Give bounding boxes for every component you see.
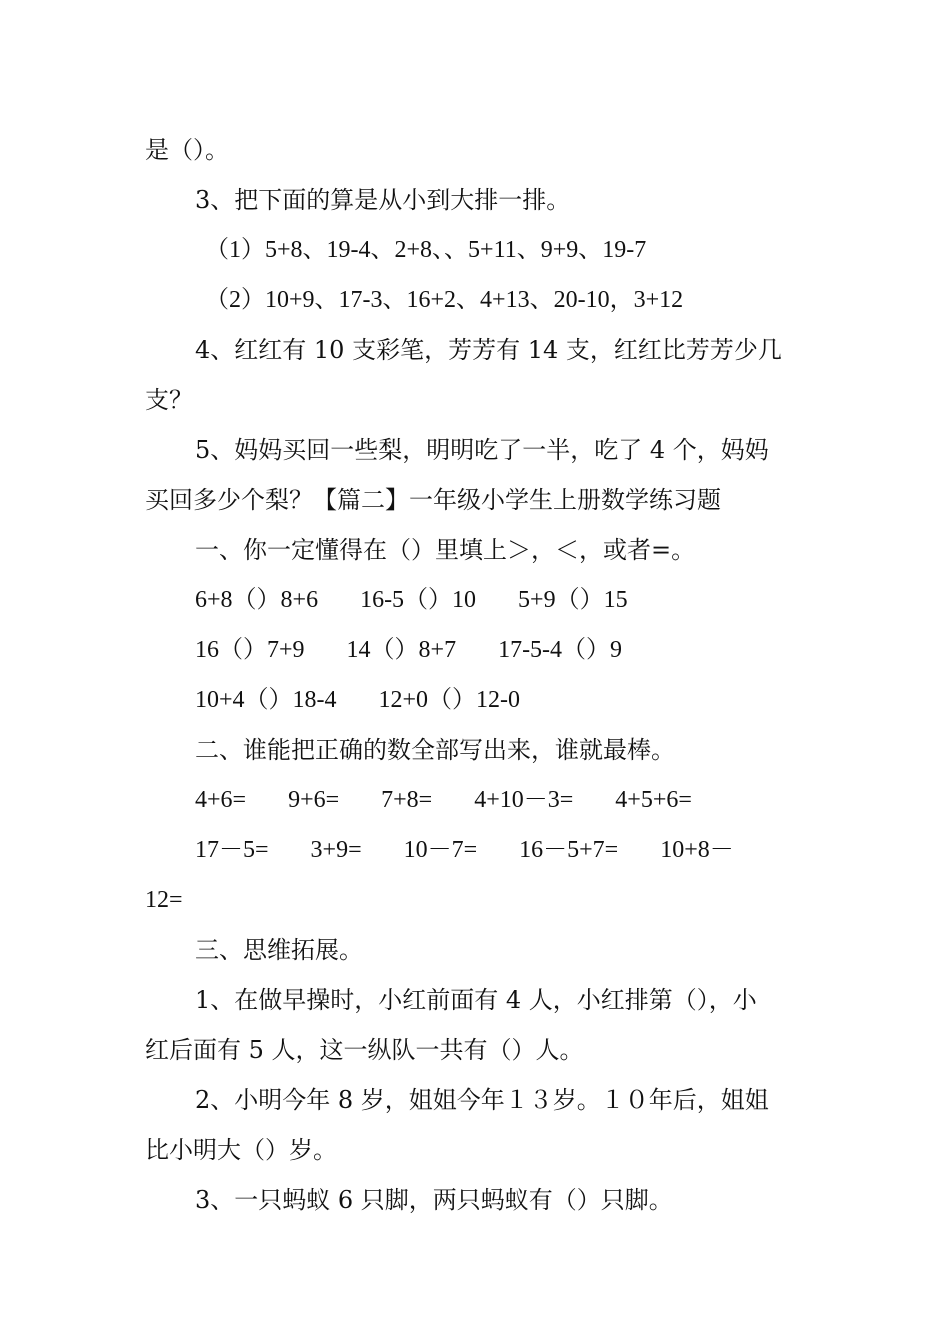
section-1-heading: 一、你一定懂得在（）里填上＞，＜，或者=。 bbox=[195, 536, 696, 564]
section-3-heading: 三、思维拓展。 bbox=[195, 936, 363, 964]
text-line-1: 是（）。 bbox=[145, 136, 229, 164]
question-3-part-1: （1）5+8、19-4、2+8、、5+11、9+9、19-7 bbox=[205, 237, 647, 263]
compare-row-2: 16（）7+9 14（）8+7 17-5-4（）9 bbox=[195, 637, 623, 663]
thinking-question-3: 3、一只蚂蚁 6 只脚，两只蚂蚁有（）只脚。 bbox=[195, 1186, 673, 1214]
calc-row-2: 17－5= 3+9= 10－7= 16－5+7= 10+8－ bbox=[195, 837, 734, 863]
section-2-heading: 二、谁能把正确的数全部写出来，谁就最棒。 bbox=[195, 736, 675, 764]
thinking-question-1-line-1: 1、在做早操时，小红前面有 4 人，小红排第（），小 bbox=[195, 986, 757, 1014]
thinking-question-2-line-1: 2、小明今年 8 岁，姐姐今年１３岁。１０年后，姐姐 bbox=[195, 1086, 769, 1114]
question-5-line-2: 买回多少个梨？【篇二】一年级小学生上册数学练习题 bbox=[145, 486, 721, 514]
question-4-line-2: 支？ bbox=[145, 386, 193, 414]
question-3-part-2: （2）10+9、17-3、16+2、4+13、20-10，3+12 bbox=[205, 287, 684, 313]
question-4-line-1: 4、红红有 10 支彩笔，芳芳有 14 支，红红比芳芳少几 bbox=[195, 336, 782, 364]
thinking-question-2-line-2: 比小明大（）岁。 bbox=[145, 1136, 337, 1164]
calc-row-1: 4+6= 9+6= 7+8= 4+10－3= 4+5+6= bbox=[195, 787, 692, 813]
question-3-heading: 3、把下面的算是从小到大排一排。 bbox=[195, 186, 571, 214]
calc-row-2-continued: 12= bbox=[145, 887, 183, 913]
compare-row-1: 6+8（）8+6 16-5（）10 5+9（）15 bbox=[195, 587, 628, 613]
question-5-line-1: 5、妈妈买回一些梨，明明吃了一半，吃了 4 个，妈妈 bbox=[195, 436, 769, 464]
thinking-question-1-line-2: 红后面有 5 人，这一纵队一共有（）人。 bbox=[145, 1036, 584, 1064]
compare-row-3: 10+4（）18-4 12+0（）12-0 bbox=[195, 687, 521, 713]
